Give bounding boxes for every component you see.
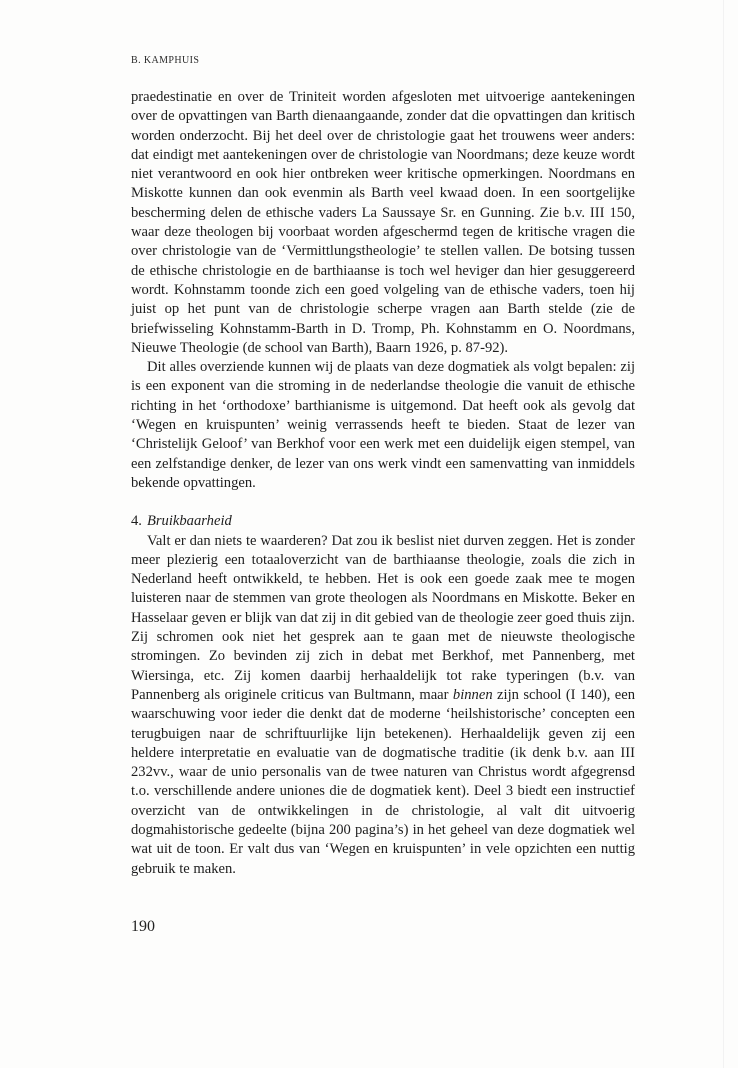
section-number: 4. [131,513,142,530]
scan-edge [723,0,724,1068]
paragraph-2: Dit alles overziende kunnen wij de plaats van deze dogmatiek als volgt bepalen: zij is een exponent van die stroming in de nederlandse theologie die vanuit de ethische richting in het ‘orthodoxe’ barthianisme is uitgemond. Dat heeft ook als gevolg dat ‘Wegen en kruispunten’ weinig verrassends heeft te bieden. Staat de lezer van ‘Christelijk Geloof’ van Berkhof voor een werk met een duidelijk eigen stempel, van een zelfstandige denker, de lezer van ons werk vindt een samenvatting van inmiddels bekende opvattingen. [131,359,635,491]
running-head: B. KAMPHUIS [131,55,200,66]
section-title: Bruikbaarheid [146,513,232,530]
paragraph-3-part-1: Valt er dan niets te waarderen? Dat zou ik beslist niet durven zeggen. Het is zonder meer plezierig een totaaloverzicht van de barthiaanse theologie, zoals die zich in Nederland heeft ontwikkeld, te hebben. Het is ook een goede zaak mee te mogen luisteren naar de stemmen van grote theologen als Noordmans en Miskotte. Beker en Hasselaar geven er blijk van dat zij in dit gebied van de theologie zeer goed thuis zijn. Zij schromen ook niet het gesprek aan te gaan met de nieuwste theologische stromingen. Zo bevinden zij zich in debat met Berkhof, met Pannenberg, met Wiersinga, etc. Zij komen daarbij herhaaldelijk tot rake typeringen (b.v. van Pannenberg als originele criticus van Bultmann, maar [131,532,635,703]
paragraph-3-italic: binnen [452,686,493,703]
section-heading [131,512,635,531]
paragraph-3 [131,532,635,879]
paragraph-3-part-2: zijn school (I 140), een waarschuwing voor ieder die denkt dat de moderne ‘heilshistorische’ concepten een terugbuigen naar de schriftuurlijke lijn betekenen). Herhaaldelijk geven zij een heldere interpretatie en evaluatie van de dogmatische traditie (ik denk b.v. aan III 232vv., waar de unio personalis van de twee naturen van Christus wordt afgegrensd t.o. verschillende andere uniones die de dogmatiek kent). Deel 3 biedt een instructief overzicht van de ontwikkelingen in de christologie, al valt dit uitvoerig dogmahistorische gedeelte (bijna 200 pagina’s) in het geheel van deze dogmatiek wel wat uit de toon. Er valt dus van ‘Wegen en kruispunten’ in vele opzichten een nuttig gebruik te maken. [131,686,635,877]
body-text [131,88,635,879]
paragraph-1: praedestinatie en over de Triniteit worden afgesloten met uitvoerige aantekeningen over de opvattingen van Barth dienaangaande, zonder dat die opvattingen dan kritisch worden onderzocht. Bij het deel over de christologie gaat het trouwens weer anders: dat eindigt met aantekeningen over de christologie van Noordmans; deze keuze wordt niet verantwoord en ook hier ontbreken weer kritische opmerkingen. Noordmans en Miskotte kunnen dan ook evenmin als Barth veel kwaad doen. In een soortgelijke bescherming delen de ethische vaders La Saussaye Sr. en Gunning. Zie b.v. III 150, waar deze theologen bij voorbaat worden afgeschermd tegen de kritische vragen die over christologie van de ‘Vermittlungstheologie’ te stellen vallen. De botsing tussen de ethische christologie en de barthiaanse is toch wel heviger dan hier gesuggereerd wordt. Kohnstamm toonde zich een goed volgeling van de ethische vaders, toen hij juist op het punt van de christologie scherpe vragen aan Barth stelde (zie de briefwisseling Kohnstamm-Barth in D. Tromp, Ph. Kohnstamm en O. Noordmans, Nieuwe Theologie (de school van Barth), Baarn 1926, p. 87-92). [131,89,635,356]
page-number: 190 [131,918,155,935]
